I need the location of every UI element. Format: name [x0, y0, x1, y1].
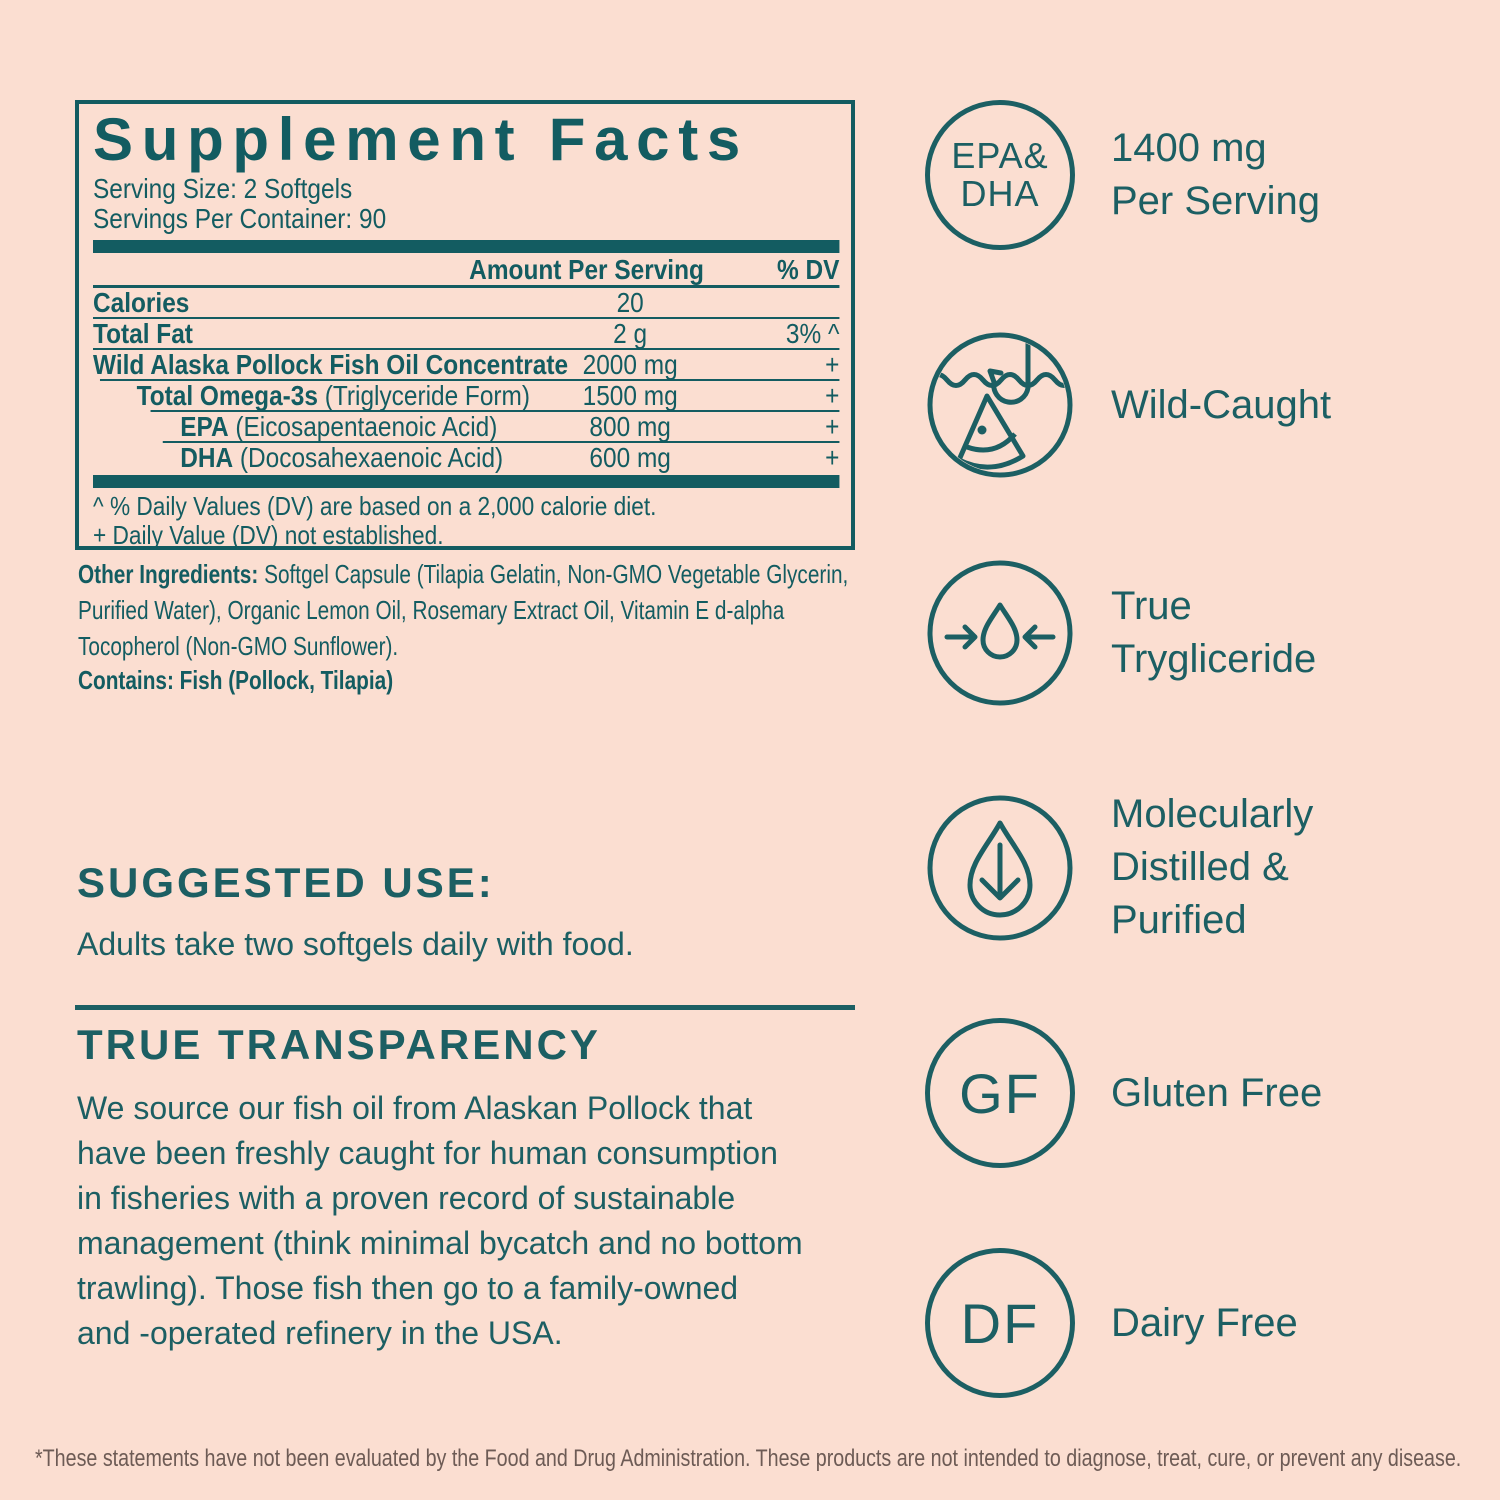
true-transparency-body: We source our fish oil from Alaskan Pollock that have been freshly caught for human consumption in fisheries with a proven record of sustainable management (think minimal bycatch and no bottom trawling). Those fish then go to a family-owned and -operated refinery in the USA.	[77, 1090, 803, 1351]
table-row: Wild Alaska Pollock Fish Oil Concentrate 2000 mg +	[93, 349, 840, 380]
epa-dha-badge-icon: EPA& DHA	[925, 100, 1075, 250]
contains-statement: Contains: Fish (Pollock, Tilapia)	[78, 665, 394, 695]
section-divider	[75, 1005, 855, 1010]
suggested-use-heading: SUGGESTED USE:	[77, 859, 495, 906]
table-row: Total Fat 2 g 3% ^	[93, 318, 840, 349]
supplement-facts-title: Supplement Facts	[93, 106, 749, 173]
suggested-use-section	[77, 860, 867, 967]
feature-dairy-free	[925, 1248, 1298, 1398]
servings-per-container: Servings Per Container: 90	[93, 203, 387, 234]
table-row: Calories 20	[93, 287, 644, 318]
true-transparency-section	[77, 1022, 877, 1356]
thick-divider-bar	[93, 475, 839, 488]
feature-label: True Trygliceride	[1111, 584, 1317, 681]
true-transparency-heading: TRUE TRANSPARENCY	[77, 1021, 601, 1068]
other-ingredients: Other Ingredients: Softgel Capsule (Tilapia Gelatin, Non-GMO Vegetable Glycerin, Purified Water), Organic Lemon Oil, Rosemary Extract Oil, Vitamin E d-alpha Tocopherol (Non-GMO Sunflower).	[78, 559, 849, 661]
table-row: Total Omega-3s (Triglyceride Form) 1500 mg +	[136, 380, 840, 411]
facts-table-header	[93, 255, 839, 285]
footnote-dv-not-established: + Daily Value (DV) not established.	[93, 520, 444, 550]
feature-molecularly-distilled	[925, 788, 1313, 947]
feature-label: Dairy Free	[1111, 1300, 1298, 1345]
thick-divider-bar	[93, 240, 839, 253]
column-header-amount: Amount Per Serving	[469, 254, 704, 285]
feature-label: 1400 mg Per Serving	[1111, 126, 1320, 223]
feature-label: Gluten Free	[1111, 1070, 1323, 1115]
distilled-droplet-down-arrow-icon	[925, 793, 1075, 943]
column-header-dv: % DV	[777, 254, 840, 285]
dairy-free-badge-icon: DF	[925, 1248, 1075, 1398]
feature-label: Molecularly Distilled & Purified	[1111, 792, 1314, 942]
feature-true-triglyceride	[925, 558, 1316, 708]
supplement-facts-panel	[75, 100, 855, 550]
triglyceride-droplet-arrows-icon	[925, 558, 1075, 708]
serving-size: Serving Size: 2 Softgels	[93, 173, 353, 204]
feature-epa-dha	[925, 100, 1320, 250]
fda-disclaimer: *These statements have not been evaluated by the Food and Drug Administration. These products are not intended to diagnose, treat, cure, or prevent any disease.	[35, 1445, 1462, 1472]
table-row: DHA (Docosahexaenoic Acid) 600 mg +	[180, 442, 840, 473]
supplement-facts-body	[93, 174, 839, 550]
table-row: EPA (Eicosapentaenoic Acid) 800 mg +	[180, 411, 840, 442]
feature-label: Wild-Caught	[1111, 382, 1332, 427]
feature-wild-caught	[925, 330, 1331, 480]
gluten-free-badge-icon: GF	[925, 1018, 1075, 1168]
suggested-use-body: Adults take two softgels daily with food.	[77, 926, 634, 962]
feature-gluten-free	[925, 1018, 1322, 1168]
wild-caught-fish-hook-icon	[925, 330, 1075, 480]
footnote-daily-values: ^ % Daily Values (DV) are based on a 2,000 calorie diet.	[93, 491, 657, 521]
